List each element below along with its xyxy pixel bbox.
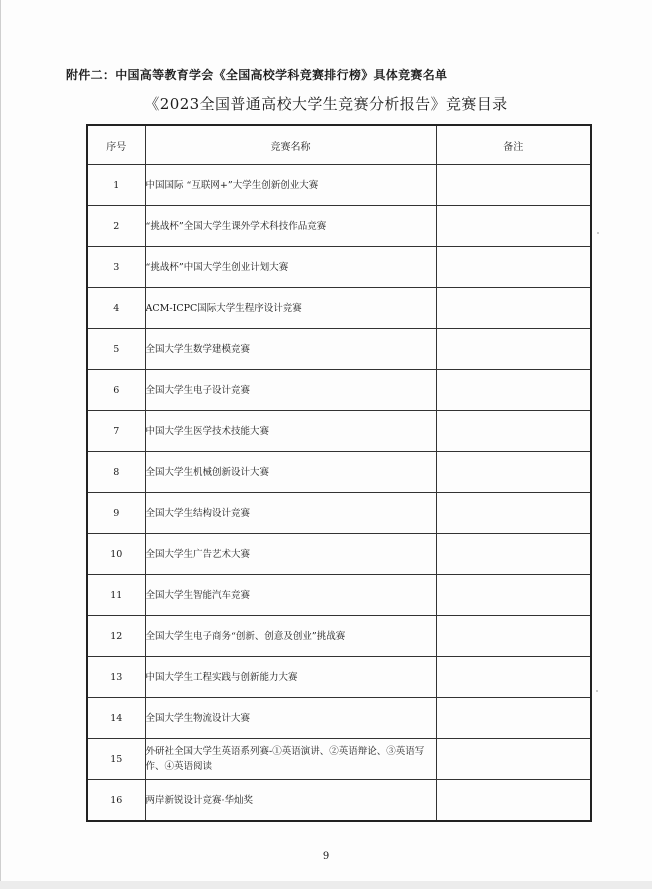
note-cell — [436, 329, 591, 370]
page-number: 9 — [322, 851, 330, 862]
note-cell — [436, 534, 591, 575]
row-number: 15 — [87, 739, 145, 780]
table-row — [87, 329, 591, 370]
table-row — [87, 698, 591, 739]
table-row — [87, 288, 591, 329]
competition-name: 中国大学生医学技术技能大赛 — [145, 411, 436, 452]
competition-name: 中国大学生工程实践与创新能力大赛 — [145, 657, 436, 698]
table-row — [87, 452, 591, 493]
row-number: 8 — [87, 452, 145, 493]
note-cell — [436, 206, 591, 247]
competition-name: 全国大学生数学建模竞赛 — [145, 329, 436, 370]
row-number: 3 — [87, 247, 145, 288]
competition-table — [86, 124, 592, 822]
table-row — [87, 780, 591, 822]
table-row — [87, 657, 591, 698]
table-row — [87, 247, 591, 288]
competition-name: 全国大学生物流设计大赛 — [145, 698, 436, 739]
table-row — [87, 575, 591, 616]
attachment-label: 附件二：中国高等教育学会《全国高校学科竞赛排行榜》具体竞赛名单 — [66, 68, 448, 82]
viewer-bottom-strip — [0, 881, 652, 889]
table-row — [87, 493, 591, 534]
note-cell — [436, 493, 591, 534]
row-number: 16 — [87, 780, 145, 822]
note-cell — [436, 370, 591, 411]
note-cell — [436, 657, 591, 698]
competition-name: 全国大学生电子商务“创新、创意及创业”挑战赛 — [145, 616, 436, 657]
note-cell — [436, 165, 591, 206]
note-cell — [436, 288, 591, 329]
row-number: 7 — [87, 411, 145, 452]
competition-name: “挑战杯”全国大学生课外学术科技作品竞赛 — [145, 206, 436, 247]
table-row — [87, 739, 591, 780]
note-cell — [436, 739, 591, 780]
note-cell — [436, 616, 591, 657]
table-row — [87, 165, 591, 206]
competition-name: 全国大学生智能汽车竞赛 — [145, 575, 436, 616]
table-row — [87, 534, 591, 575]
table-body — [87, 165, 591, 822]
competition-name: 全国大学生机械创新设计大赛 — [145, 452, 436, 493]
competition-name: 全国大学生广告艺术大赛 — [145, 534, 436, 575]
table-row — [87, 206, 591, 247]
page-edge — [0, 0, 1, 889]
note-cell — [436, 411, 591, 452]
competition-name: 全国大学生结构设计竞赛 — [145, 493, 436, 534]
column-header-note: 备注 — [436, 125, 591, 165]
competition-name: 中国国际 “互联网+”大学生创新创业大赛 — [145, 165, 436, 206]
row-number: 2 — [87, 206, 145, 247]
competition-name: 外研社全国大学生英语系列赛-①英语演讲、②英语辩论、③英语写作、④英语阅读 — [145, 739, 436, 780]
row-number: 4 — [87, 288, 145, 329]
scan-speck — [596, 690, 598, 692]
table-row — [87, 616, 591, 657]
row-number: 6 — [87, 370, 145, 411]
column-header-name: 竞赛名称 — [145, 125, 436, 165]
competition-name: ACM-ICPC国际大学生程序设计竞赛 — [145, 288, 436, 329]
row-number: 9 — [87, 493, 145, 534]
note-cell — [436, 575, 591, 616]
note-cell — [436, 698, 591, 739]
competition-name: 两岸新锐设计竞赛·华灿奖 — [145, 780, 436, 822]
table-row — [87, 370, 591, 411]
note-cell — [436, 247, 591, 288]
note-cell — [436, 452, 591, 493]
column-header-number: 序号 — [87, 125, 145, 165]
scan-speck — [597, 232, 599, 234]
row-number: 1 — [87, 165, 145, 206]
competition-name: 全国大学生电子设计竞赛 — [145, 370, 436, 411]
row-number: 5 — [87, 329, 145, 370]
row-number: 10 — [87, 534, 145, 575]
table-row — [87, 411, 591, 452]
row-number: 13 — [87, 657, 145, 698]
document-title: 《2023全国普通高校大学生竞赛分析报告》竞赛目录 — [144, 95, 508, 113]
row-number: 12 — [87, 616, 145, 657]
row-number: 14 — [87, 698, 145, 739]
table-header-row — [87, 125, 591, 165]
row-number: 11 — [87, 575, 145, 616]
note-cell — [436, 780, 591, 822]
competition-name: “挑战杯”中国大学生创业计划大赛 — [145, 247, 436, 288]
